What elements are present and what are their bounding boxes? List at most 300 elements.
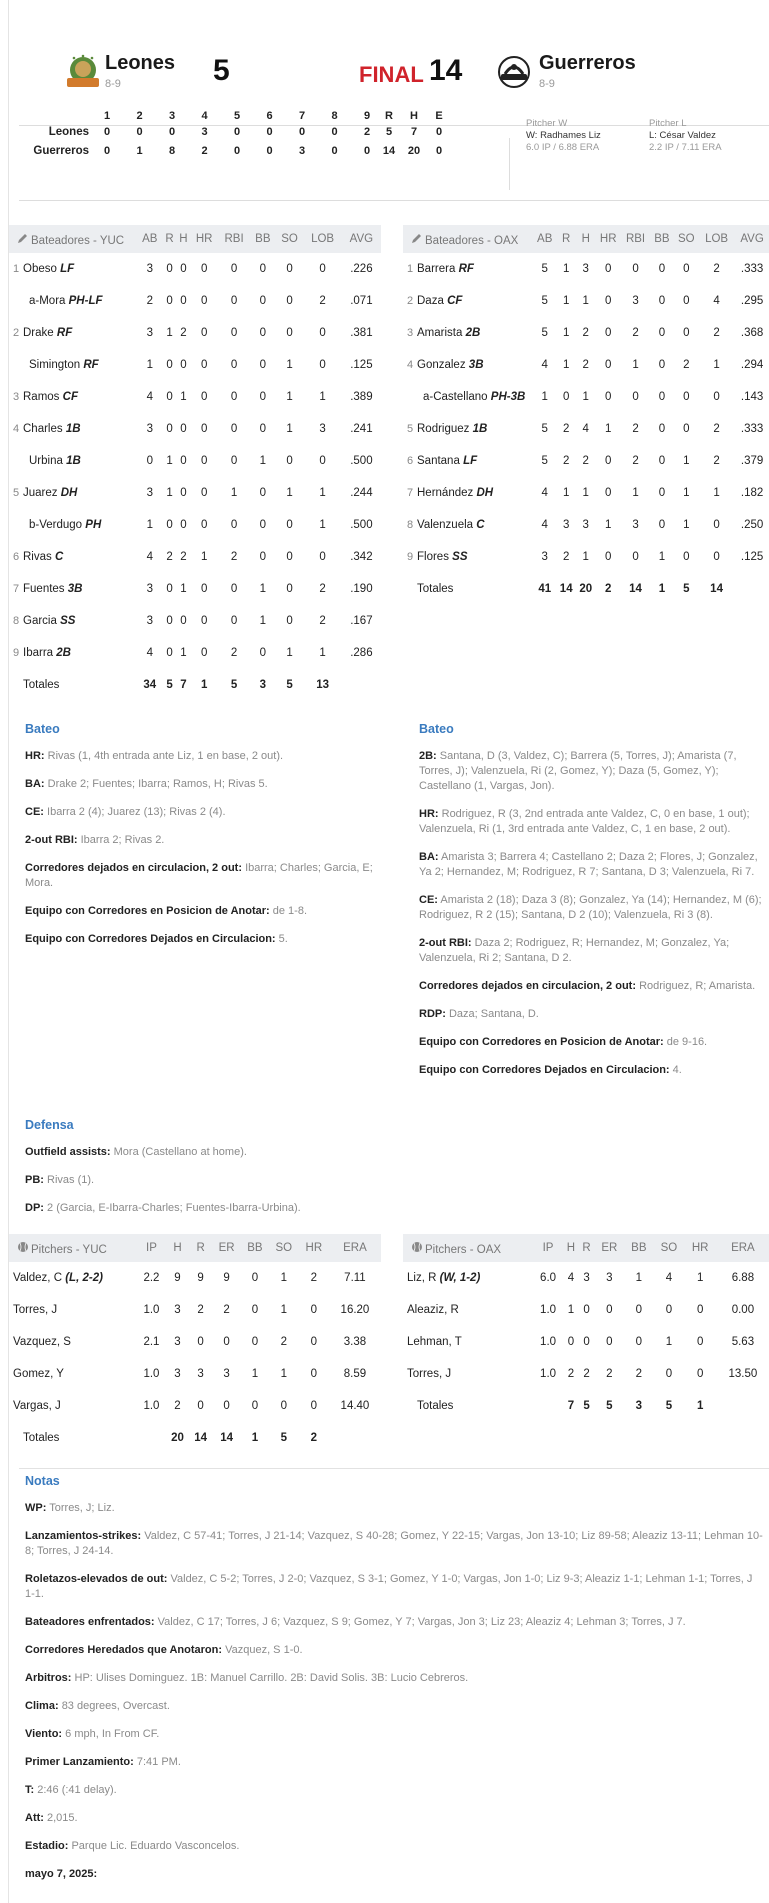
note-label: Equipo con Corredores Dejados en Circulacion: bbox=[25, 933, 276, 945]
stat-cell: 0 bbox=[683, 551, 690, 563]
pitcher-cell bbox=[403, 1326, 533, 1358]
stat-cell: 1 bbox=[562, 295, 570, 307]
column-header[interactable]: H bbox=[576, 225, 596, 253]
stat-cell: 0 bbox=[632, 263, 639, 275]
table-row bbox=[403, 413, 769, 445]
total-cell: 5 bbox=[583, 1400, 590, 1412]
stat-cell: 4 bbox=[146, 391, 153, 403]
stat-cell: 2 bbox=[582, 455, 589, 467]
note-item bbox=[419, 979, 769, 994]
rhe-header: E bbox=[435, 110, 443, 122]
column-header[interactable]: H bbox=[176, 225, 190, 253]
note-value: HP: Ulises Dominguez. 1B: Manuel Carrillo. 2B: David Solis. 3B: Lucio Cebreros. bbox=[74, 1672, 469, 1684]
stat-cell: 2 bbox=[632, 327, 639, 339]
stat-cell: 0 bbox=[310, 1304, 318, 1316]
player-name[interactable]: Simington bbox=[29, 359, 81, 371]
losing-pitcher-name[interactable]: L: César Valdez bbox=[649, 130, 716, 141]
column-header[interactable]: IP bbox=[137, 1234, 166, 1262]
stat-cell: .226 bbox=[350, 263, 373, 275]
total-cell: 2 bbox=[310, 1432, 318, 1444]
stat-cell: 0 bbox=[310, 1368, 318, 1380]
stat-cell: .389 bbox=[350, 391, 373, 403]
stat-cell: 0 bbox=[223, 1400, 230, 1412]
column-header[interactable]: RBI bbox=[218, 225, 250, 253]
batting-order: 7 bbox=[13, 583, 20, 595]
table-header-row bbox=[403, 1234, 769, 1262]
note-item bbox=[25, 1839, 765, 1854]
pencil-icon bbox=[411, 232, 425, 247]
column-header[interactable]: H bbox=[166, 1234, 189, 1262]
total-cell bbox=[533, 1390, 563, 1422]
note-item bbox=[25, 861, 380, 891]
stat-cell: 0 bbox=[605, 359, 612, 371]
pitcher-name[interactable]: Gomez, Y bbox=[13, 1368, 64, 1380]
stat-cell: 3 bbox=[146, 263, 153, 275]
note-value: 4. bbox=[672, 1064, 682, 1076]
total-cell: 7 bbox=[180, 679, 187, 691]
stat-cell: 2 bbox=[280, 1336, 288, 1348]
note-value: de 9-16. bbox=[666, 1036, 708, 1048]
player-position: 1B bbox=[65, 423, 81, 435]
player-name[interactable]: Barrera bbox=[417, 263, 456, 275]
stat-cell: 3 bbox=[606, 1272, 613, 1284]
table-row bbox=[9, 349, 381, 381]
player-name[interactable]: Valenzuela bbox=[417, 519, 474, 531]
stat-cell: 9 bbox=[174, 1272, 181, 1284]
column-header[interactable]: R bbox=[163, 225, 177, 253]
stat-cell: 2 bbox=[310, 1272, 318, 1284]
pitcher-name[interactable]: Valdez, C bbox=[13, 1272, 63, 1284]
total-cell: 20 bbox=[171, 1432, 184, 1444]
stat-cell: 1 bbox=[280, 1304, 288, 1316]
player-name[interactable]: Urbina bbox=[29, 455, 63, 467]
stat-cell: 2 bbox=[319, 583, 326, 595]
losing-pitcher bbox=[649, 118, 722, 154]
batting-table-yuc bbox=[9, 225, 381, 701]
stat-cell: 4 bbox=[541, 359, 548, 371]
player-name[interactable]: Drake bbox=[23, 327, 54, 339]
winning-pitcher-stats: 6.0 IP / 6.88 ERA bbox=[526, 142, 600, 153]
rhe-header: H bbox=[410, 110, 418, 122]
player-name[interactable]: b-Verdugo bbox=[29, 519, 83, 531]
note-item bbox=[419, 749, 769, 794]
column-header[interactable]: IP bbox=[533, 1234, 563, 1262]
note-item bbox=[25, 932, 380, 947]
stat-cell: 1 bbox=[319, 391, 326, 403]
stat-cell: 0 bbox=[259, 647, 267, 659]
stat-cell: 4 bbox=[146, 647, 153, 659]
game-status: FINAL bbox=[359, 62, 424, 87]
player-position: C bbox=[476, 519, 485, 531]
note-item bbox=[25, 1643, 765, 1658]
batting-order: 9 bbox=[407, 551, 414, 563]
stat-cell: 0 bbox=[200, 647, 208, 659]
player-cell bbox=[403, 349, 533, 381]
player-name[interactable]: Gonzalez bbox=[417, 359, 466, 371]
column-header[interactable]: ER bbox=[594, 1234, 624, 1262]
pitcher-name[interactable]: Torres, J bbox=[13, 1304, 58, 1316]
pitcher-cell bbox=[9, 1294, 137, 1326]
stat-cell: 1 bbox=[635, 1272, 643, 1284]
note-value: Rivas (1). bbox=[47, 1174, 95, 1186]
stat-cell: 9 bbox=[197, 1272, 204, 1284]
pitcher-name[interactable]: Vazquez, S bbox=[13, 1336, 71, 1348]
note-label: Estadio: bbox=[25, 1840, 69, 1852]
away-team-name[interactable]: Leones bbox=[105, 52, 176, 74]
stat-cell: .125 bbox=[740, 551, 764, 563]
stat-cell: 0 bbox=[230, 423, 238, 435]
stat-cell: 0 bbox=[310, 1336, 318, 1348]
note-value: de 1-8. bbox=[272, 905, 307, 917]
column-header[interactable]: BB bbox=[241, 1234, 269, 1262]
total-cell bbox=[734, 573, 769, 605]
stat-cell: .500 bbox=[350, 519, 373, 531]
player-position: PH-LF bbox=[68, 295, 103, 307]
batting-order: 6 bbox=[407, 455, 414, 467]
stat-cell: 16.20 bbox=[340, 1304, 370, 1316]
stat-cell: 3 bbox=[223, 1368, 230, 1380]
note-value: Rodriguez, R; Amarista. bbox=[639, 980, 756, 992]
stat-cell: 0 bbox=[683, 263, 690, 275]
note-label: RDP: bbox=[419, 1008, 446, 1020]
note-label: Arbitros: bbox=[25, 1672, 72, 1684]
player-cell bbox=[403, 541, 533, 573]
player-name[interactable]: Charles bbox=[23, 423, 63, 435]
stat-cell: 0 bbox=[197, 1400, 204, 1412]
inning-runs: 0 bbox=[233, 145, 241, 157]
total-cell: 14 bbox=[194, 1432, 207, 1444]
note-value: Mora (Castellano at home). bbox=[113, 1146, 247, 1158]
note-label: Att: bbox=[25, 1812, 44, 1824]
note-label: HR: bbox=[419, 808, 439, 820]
note-value: Ibarra 2; Rivas 2. bbox=[80, 834, 165, 846]
stat-cell: .241 bbox=[350, 423, 373, 435]
table-row bbox=[9, 605, 381, 637]
stat-cell: 0 bbox=[200, 583, 208, 595]
stat-cell: 1 bbox=[582, 551, 589, 563]
stat-cell: .342 bbox=[350, 551, 373, 563]
batting-order: 1 bbox=[407, 263, 414, 275]
note-item bbox=[25, 777, 380, 792]
stat-cell: 1 bbox=[180, 391, 187, 403]
stat-cell: 9 bbox=[223, 1272, 230, 1284]
stat-cell: 1 bbox=[166, 455, 173, 467]
column-header[interactable]: LOB bbox=[303, 225, 341, 253]
winning-pitcher-name[interactable]: W: Radhames Liz bbox=[526, 130, 601, 141]
column-header[interactable]: BB bbox=[650, 225, 673, 253]
table-row bbox=[403, 285, 769, 317]
column-header[interactable]: SO bbox=[269, 1234, 299, 1262]
pencil-icon bbox=[17, 232, 31, 247]
stat-cell: .500 bbox=[350, 455, 373, 467]
pitcher-decision: (L, 2-2) bbox=[65, 1272, 103, 1284]
stat-cell: 4 bbox=[567, 1272, 575, 1284]
stat-cell: 2 bbox=[632, 455, 639, 467]
pitcher-name[interactable]: Torres, J bbox=[407, 1368, 452, 1380]
stat-cell: 2 bbox=[582, 327, 589, 339]
stat-cell: 0 bbox=[166, 423, 173, 435]
stat-cell: 14.40 bbox=[340, 1400, 370, 1412]
stat-cell: 0 bbox=[259, 391, 267, 403]
note-value: Daza; Santana, D. bbox=[448, 1008, 539, 1020]
stat-cell: 3 bbox=[583, 1272, 590, 1284]
totals-label: Totales bbox=[23, 1432, 60, 1444]
rhe-header: R bbox=[385, 110, 393, 122]
stat-cell: 2 bbox=[683, 359, 690, 371]
column-header[interactable]: SO bbox=[653, 1234, 684, 1262]
losing-pitcher-stats: 2.2 IP / 7.11 ERA bbox=[649, 142, 722, 153]
column-header[interactable]: LOB bbox=[699, 225, 734, 253]
stat-cell: 1.0 bbox=[143, 1368, 160, 1380]
stat-cell: 0 bbox=[200, 487, 208, 499]
total-cell: 34 bbox=[143, 679, 157, 691]
player-name[interactable]: Rivas bbox=[23, 551, 52, 563]
stat-cell: 3 bbox=[146, 487, 153, 499]
stat-cell: 0 bbox=[286, 295, 293, 307]
note-label: PB: bbox=[25, 1174, 44, 1186]
player-name[interactable]: Amarista bbox=[417, 327, 463, 339]
player-name[interactable]: a-Mora bbox=[29, 295, 66, 307]
column-header[interactable]: HR bbox=[596, 225, 621, 253]
player-name[interactable]: Fuentes bbox=[23, 583, 65, 595]
column-header[interactable]: H bbox=[563, 1234, 579, 1262]
player-position: LF bbox=[60, 263, 75, 275]
inning-runs: 0 bbox=[136, 126, 143, 138]
player-position: RF bbox=[56, 327, 73, 339]
table-row bbox=[9, 381, 381, 413]
player-cell bbox=[9, 445, 137, 477]
column-header[interactable]: RBI bbox=[621, 225, 650, 253]
total-cell bbox=[137, 1422, 166, 1454]
stat-cell: .294 bbox=[740, 359, 764, 371]
stat-cell: 2 bbox=[180, 551, 187, 563]
player-name[interactable]: Garcia bbox=[23, 615, 57, 627]
stat-cell: 1 bbox=[146, 519, 153, 531]
stat-cell: 0 bbox=[286, 551, 293, 563]
column-header[interactable]: R bbox=[556, 225, 576, 253]
stat-cell: 1 bbox=[319, 647, 326, 659]
linescore-divider bbox=[509, 138, 510, 190]
note-item bbox=[25, 833, 380, 848]
column-header[interactable]: SO bbox=[674, 225, 699, 253]
stat-cell: 0 bbox=[658, 391, 666, 403]
inning-header: 8 bbox=[331, 110, 338, 122]
stat-cell: 0 bbox=[230, 519, 238, 531]
stat-cell: 0 bbox=[635, 1304, 643, 1316]
stat-cell: 0 bbox=[166, 295, 173, 307]
table-title bbox=[403, 1234, 533, 1262]
stat-cell: 0 bbox=[319, 327, 326, 339]
player-name[interactable]: Ibarra bbox=[23, 647, 54, 659]
table-row bbox=[9, 1262, 381, 1294]
table-row bbox=[9, 477, 381, 509]
stat-cell: 0 bbox=[658, 487, 666, 499]
column-header[interactable]: HR bbox=[190, 225, 218, 253]
linescore-team-name[interactable]: Leones bbox=[48, 126, 89, 138]
stat-cell: 3 bbox=[319, 423, 326, 435]
stat-cell: 0 bbox=[230, 583, 238, 595]
column-header[interactable]: HR bbox=[685, 1234, 716, 1262]
pitcher-name[interactable]: Liz, R bbox=[407, 1272, 437, 1284]
home-team-name[interactable]: Guerreros bbox=[539, 52, 636, 74]
stat-cell: 1.0 bbox=[540, 1336, 557, 1348]
note-value: 5. bbox=[278, 933, 288, 945]
note-item bbox=[25, 749, 380, 764]
column-header[interactable]: AVG bbox=[734, 225, 769, 253]
stat-cell: 0 bbox=[606, 1336, 613, 1348]
stat-cell: 1 bbox=[562, 487, 570, 499]
batting-order: 1 bbox=[13, 263, 20, 275]
stat-cell: 1 bbox=[632, 487, 639, 499]
note-label: 2-out RBI: bbox=[419, 937, 472, 949]
stat-cell: 0 bbox=[280, 1400, 288, 1412]
player-name[interactable]: Santana bbox=[417, 455, 460, 467]
column-header[interactable]: AB bbox=[137, 225, 163, 253]
column-header[interactable]: BB bbox=[624, 1234, 653, 1262]
stat-cell: 1 bbox=[166, 327, 173, 339]
player-name[interactable]: Ramos bbox=[23, 391, 60, 403]
table-row bbox=[9, 1326, 381, 1358]
pitcher-name[interactable]: Vargas, J bbox=[13, 1400, 61, 1412]
pitcher-name[interactable]: Lehman, T bbox=[407, 1336, 462, 1348]
table-row bbox=[9, 253, 381, 285]
stat-cell: 0 bbox=[683, 295, 690, 307]
inning-runs: 0 bbox=[331, 126, 338, 138]
baseball-icon bbox=[411, 1241, 425, 1253]
stat-cell: 3 bbox=[174, 1304, 181, 1316]
column-header[interactable]: AB bbox=[533, 225, 556, 253]
note-item bbox=[25, 1811, 765, 1826]
stat-cell: 0 bbox=[286, 583, 293, 595]
note-label: 2B: bbox=[419, 750, 437, 762]
stat-cell: 1 bbox=[259, 615, 267, 627]
stat-cell: 1 bbox=[632, 359, 639, 371]
player-position: PH bbox=[85, 519, 102, 531]
note-value: 83 degrees, Overcast. bbox=[61, 1700, 170, 1712]
column-header[interactable]: HR bbox=[299, 1234, 329, 1262]
stat-cell: .071 bbox=[350, 295, 373, 307]
total-cell: 5 bbox=[665, 1400, 673, 1412]
pitcher-cell bbox=[403, 1358, 533, 1390]
note-label: Corredores dejados en circulacion, 2 out: bbox=[419, 980, 636, 992]
stat-cell: 0 bbox=[259, 327, 267, 339]
stat-cell: 3 bbox=[197, 1368, 204, 1380]
notas-notes bbox=[25, 1501, 765, 1895]
total-cell bbox=[342, 669, 381, 701]
stat-cell: 0 bbox=[251, 1272, 259, 1284]
player-name[interactable]: Hernández bbox=[417, 487, 474, 499]
player-cell bbox=[9, 637, 137, 669]
away-team bbox=[105, 52, 175, 90]
inning-header: 4 bbox=[201, 110, 208, 122]
defensa-notes bbox=[25, 1145, 765, 1229]
stat-cell: 1 bbox=[180, 583, 187, 595]
stat-cell: 0.00 bbox=[731, 1304, 755, 1316]
rhe-value: 20 bbox=[407, 145, 421, 157]
column-header[interactable]: R bbox=[579, 1234, 595, 1262]
note-label: BA: bbox=[419, 851, 439, 863]
batting-order: 6 bbox=[13, 551, 20, 563]
stat-cell: 1 bbox=[146, 359, 153, 371]
stat-cell: 3 bbox=[174, 1336, 181, 1348]
player-name[interactable]: Obeso bbox=[23, 263, 57, 275]
winning-pitcher-label: Pitcher W bbox=[526, 118, 568, 129]
note-label: BA: bbox=[25, 778, 45, 790]
note-item bbox=[25, 1699, 765, 1714]
stat-cell: 1 bbox=[562, 263, 570, 275]
column-header[interactable]: AVG bbox=[342, 225, 381, 253]
rhe-value: 14 bbox=[382, 145, 396, 157]
linescore-team-name[interactable]: Guerreros bbox=[33, 145, 89, 157]
player-name[interactable]: Flores bbox=[417, 551, 449, 563]
total-cell: 5 bbox=[166, 679, 173, 691]
stat-cell: 3 bbox=[632, 519, 639, 531]
pitcher-decision: (W, 1-2) bbox=[439, 1272, 481, 1284]
pitcher-name[interactable]: Aleaziz, R bbox=[407, 1304, 459, 1316]
inning-runs: 0 bbox=[298, 126, 306, 138]
away-score: 5 bbox=[213, 54, 230, 87]
table-row bbox=[9, 1294, 381, 1326]
column-header[interactable]: ER bbox=[212, 1234, 241, 1262]
stat-cell: 3 bbox=[146, 583, 153, 595]
column-header[interactable]: ERA bbox=[716, 1234, 769, 1262]
note-value: Rodriguez, R (3, 2nd entrada ante Valdez, C, 0 en base, 1 out); Valenzuela, Ri (1, 3rd entrada ante Valdez, C, 1 en base, 2 out). bbox=[419, 808, 750, 835]
note-label: Corredores dejados en circulacion, 2 out: bbox=[25, 862, 242, 874]
player-position: 3B bbox=[468, 359, 484, 371]
stat-cell: 0 bbox=[166, 359, 173, 371]
player-position: C bbox=[54, 551, 64, 563]
stat-cell: 2 bbox=[562, 455, 570, 467]
player-name[interactable]: Daza bbox=[417, 295, 444, 307]
stat-cell: 0 bbox=[286, 519, 293, 531]
stat-cell: 5 bbox=[541, 327, 548, 339]
total-cell: 3 bbox=[259, 679, 267, 691]
inning-runs: 0 bbox=[266, 126, 273, 138]
stat-cell: 0 bbox=[259, 295, 267, 307]
stat-cell: 0 bbox=[200, 295, 208, 307]
batting-order: 5 bbox=[407, 423, 414, 435]
stat-cell: 3 bbox=[146, 327, 153, 339]
stat-cell: 1 bbox=[259, 583, 267, 595]
note-value: Ibarra 2 (4); Juarez (13); Rivas 2 (4). bbox=[47, 806, 226, 818]
column-header[interactable]: ERA bbox=[329, 1234, 381, 1262]
stat-cell: 0 bbox=[665, 1368, 673, 1380]
stat-cell: 2 bbox=[606, 1368, 613, 1380]
table-row bbox=[9, 1358, 381, 1390]
table-title-label: Pitchers - OAX bbox=[425, 1243, 502, 1256]
table-row bbox=[403, 253, 769, 285]
column-header[interactable]: R bbox=[189, 1234, 212, 1262]
column-header[interactable]: BB bbox=[250, 225, 276, 253]
stat-cell: 1 bbox=[251, 1368, 259, 1380]
total-cell: 5 bbox=[230, 679, 238, 691]
stat-cell: 0 bbox=[197, 1336, 204, 1348]
stat-cell: 0 bbox=[310, 1400, 318, 1412]
totals-row bbox=[403, 573, 769, 605]
note-label: HR: bbox=[25, 750, 45, 762]
table-row bbox=[9, 285, 381, 317]
player-name[interactable]: Rodriguez bbox=[417, 423, 470, 435]
player-cell bbox=[9, 285, 137, 317]
player-name[interactable]: Juarez bbox=[23, 487, 58, 499]
column-header[interactable]: SO bbox=[276, 225, 304, 253]
stat-cell: 1 bbox=[696, 1272, 704, 1284]
batting-order: 4 bbox=[407, 359, 414, 371]
inning-runs: 0 bbox=[103, 145, 111, 157]
player-name[interactable]: a-Castellano bbox=[423, 391, 488, 403]
stat-cell: 0 bbox=[713, 391, 720, 403]
note-item bbox=[419, 807, 769, 837]
